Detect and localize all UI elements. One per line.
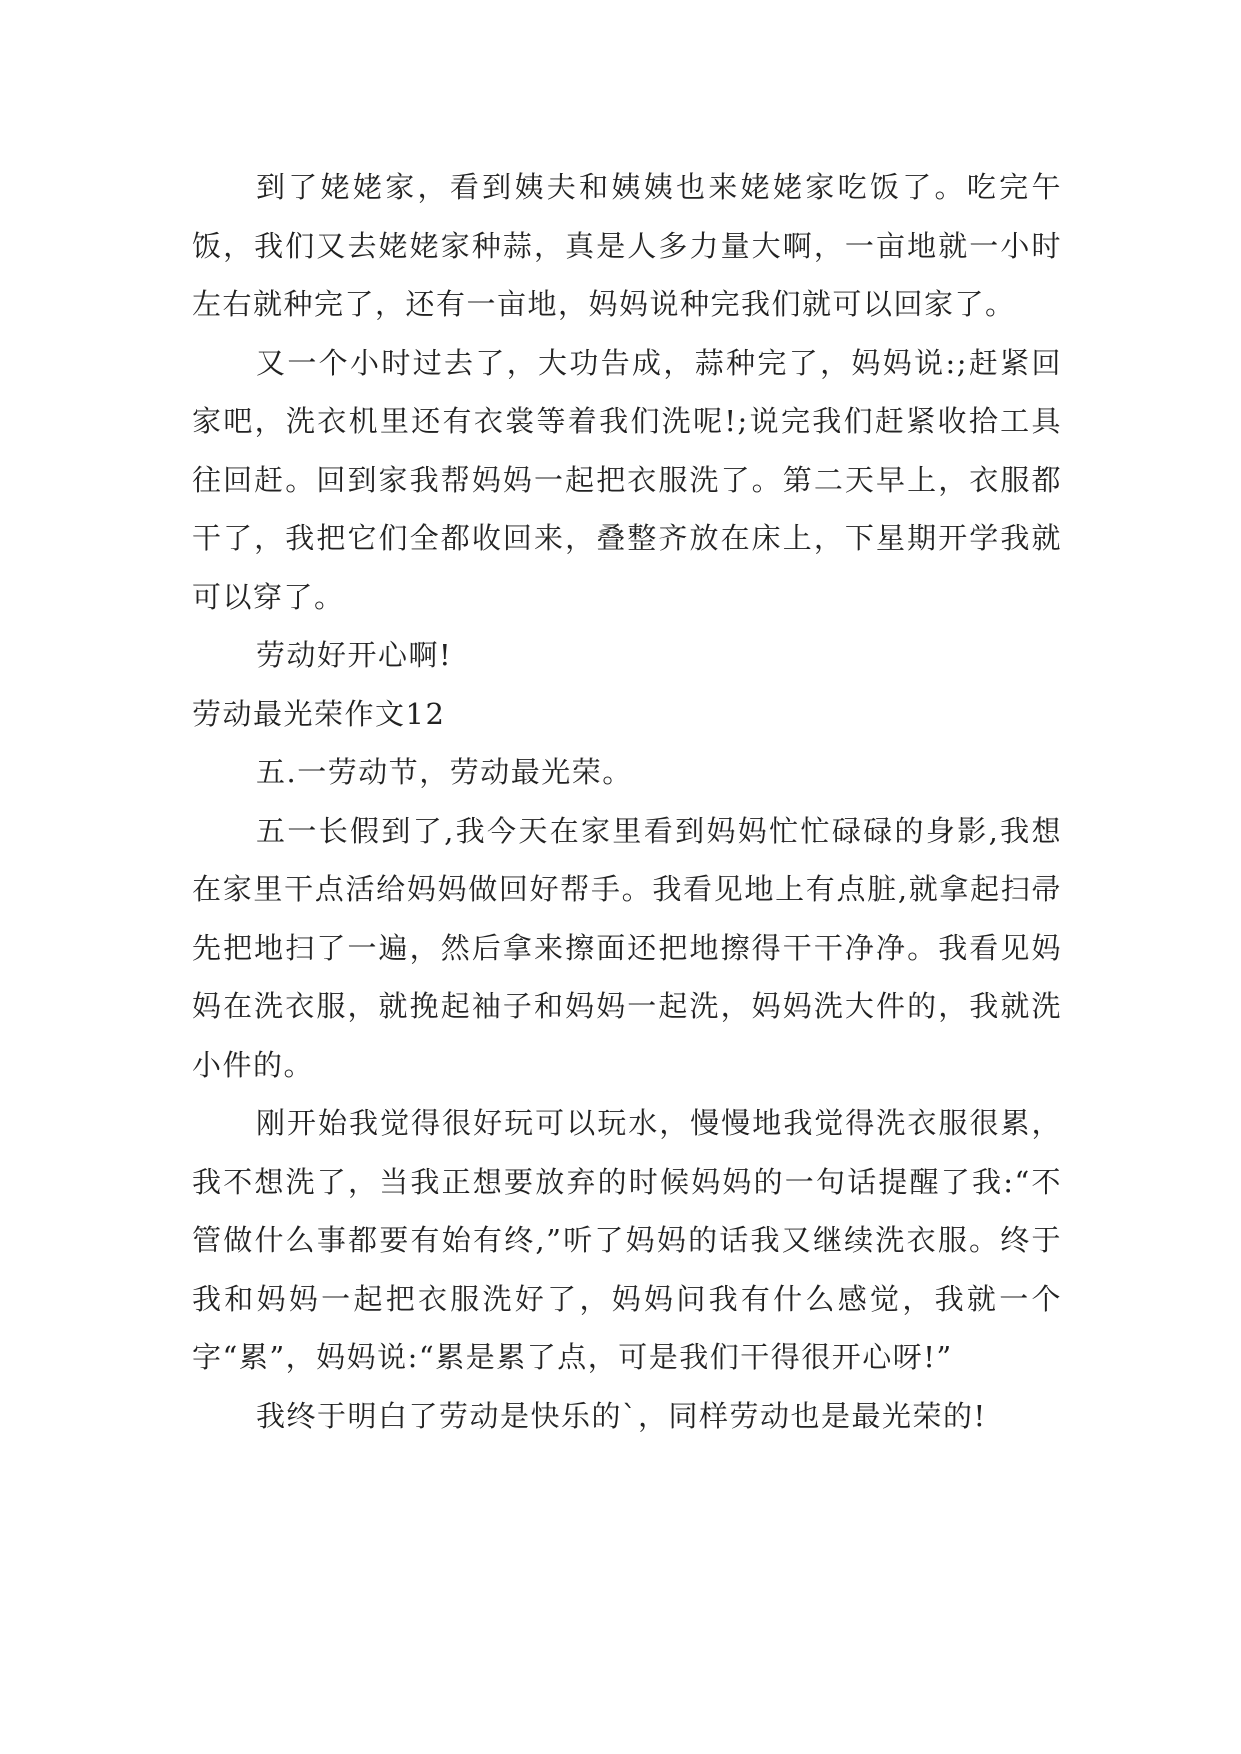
paragraph-3: 劳动好开心啊! <box>256 638 453 672</box>
paragraph-2: 又一个小时过去了，大功告成，蒜种完了，妈妈说:;赶紧回家吧，洗衣机里还有衣裳等着我们洗呢!;说完我们赶紧收拾工具往回赶。回到家我帮妈妈一起把衣服洗了。第二天早上，衣服都干了，我把它们全都收回来，叠整齐放在床上，下星期开学我就可以穿了。 <box>192 345 1062 614</box>
paragraph-4: 五.一劳动节，劳动最光荣。 <box>256 755 633 789</box>
paragraph-7: 我终于明白了劳动是快乐的`，同样劳动也是最光荣的! <box>256 1398 987 1433</box>
paragraph-1: 到了姥姥家，看到姨夫和姨姨也来姥姥家吃饭了。吃完午饭，我们又去姥姥家种蒜，真是人多力量大啊，一亩地就一小时左右就种完了，还有一亩地，妈妈说种完我们就可以回家了。 <box>192 170 1062 321</box>
section-heading: 劳动最光荣作文12 <box>192 696 446 731</box>
document-body <box>192 158 1062 1445</box>
paragraph-5: 五一长假到了,我今天在家里看到妈妈忙忙碌碌的身影,我想在家里干点活给妈妈做回好帮手。我看见地上有点脏,就拿起扫帚先把地扫了一遍，然后拿来擦面还把地擦得干干净净。我看见妈妈在洗衣服，就挽起袖子和妈妈一起洗，妈妈洗大件的，我就洗小件的。 <box>192 813 1062 1082</box>
paragraph-6: 刚开始我觉得很好玩可以玩水，慢慢地我觉得洗衣服很累，我不想洗了，当我正想要放弃的时候妈妈的一句话提醒了我:“不管做什么事都要有始有终,”听了妈妈的话我又继续洗衣服。终于我和妈妈一起把衣服洗好了，妈妈问我有什么感觉，我就一个字“累”，妈妈说:“累是累了点，可是我们干得很开心呀!” <box>192 1106 1062 1374</box>
